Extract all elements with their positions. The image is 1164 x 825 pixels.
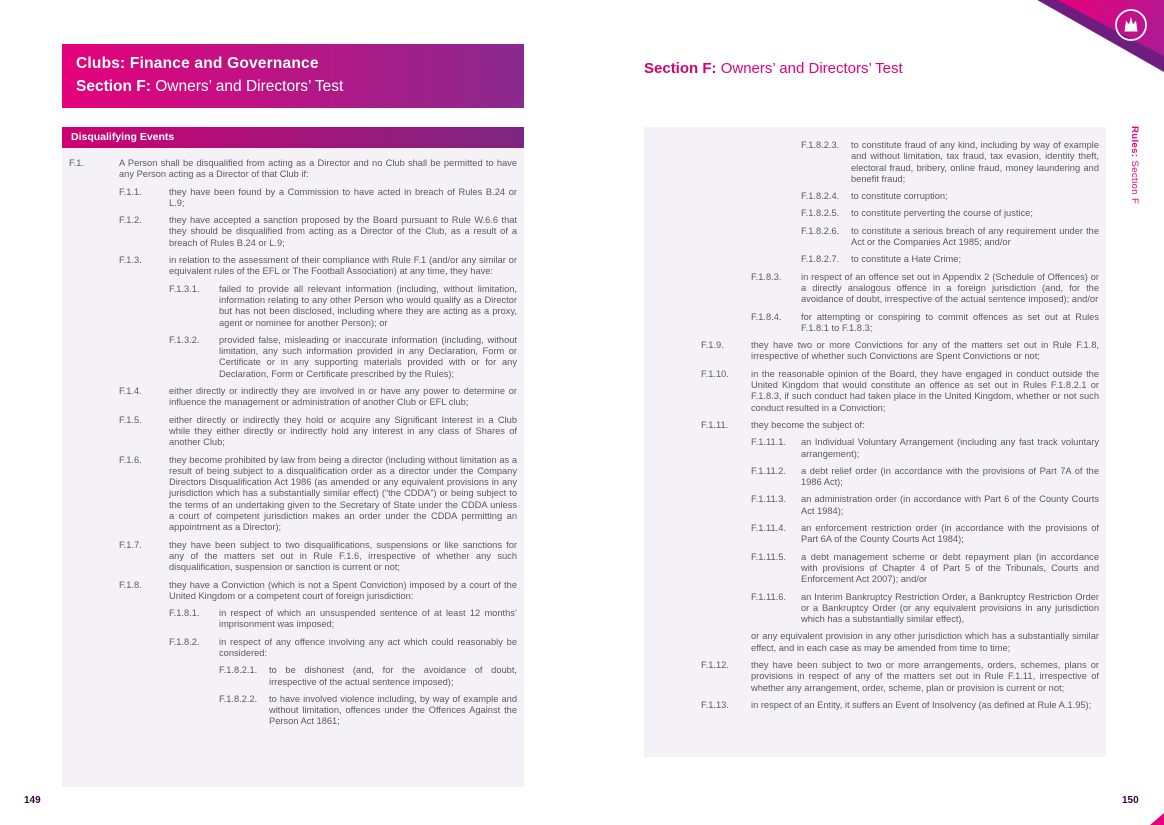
side-tab-label-bold: Rules:	[1129, 126, 1140, 158]
clause-row	[651, 191, 1099, 202]
clause-text: either directly or indirectly they hold or acquire any Significant Interest in a Club while they either directly or indirectly hold any interest in any class of Shares of another Club;	[169, 414, 517, 448]
clause-row	[651, 523, 1099, 546]
clause-row	[651, 592, 1099, 626]
clause-text: for attempting or conspiring to commit offences as set out at Rules F.1.8.1 to F.1.8.3;	[801, 311, 1099, 333]
clause-row	[651, 466, 1099, 489]
clause-text: to constitute perverting the course of justice;	[851, 208, 1033, 219]
premier-league-lion-icon	[1112, 6, 1150, 44]
clause-text: in respect of an Entity, it suffers an Event of Insolvency (as defined at Rule A.1.95);	[751, 699, 1092, 710]
running-header-section-name: Owners’ and Directors’ Test	[720, 60, 903, 77]
clause-number: F.1.3.	[119, 255, 142, 266]
clause-number: F.1.8.2.3.	[801, 140, 840, 150]
clause-number: F.1.8.2.6.	[801, 225, 840, 236]
clause-number: F.1.8.2.	[169, 636, 200, 647]
clause-text: in relation to the assessment of their compliance with Rule F.1 (and/or any similar or equivalent rules of the EFL or The Football Association) at any time, they have:	[169, 255, 517, 277]
clause-number: F.1.2.	[119, 215, 142, 226]
clause-row	[69, 580, 517, 603]
clause-text: they become prohibited by law from being a director (including without limitation as a result of being subject to a disqualification order as a director under the Company Directors Disqualification Act 1986 (as amended or any equivalent provisions in any jurisdiction which has a substantially similar effect) (“the CDDA”) or being subject to the terms of an undertaking given to the Secretary of State under the CDDA unless a court of competent jurisdiction makes an order under the CDDA permitting an appointment as a Director);	[169, 454, 517, 533]
clause-text: an Interim Bankruptcy Restriction Order, a Bankruptcy Restriction Order or a Bankruptcy Order (or any equivalent provisions in any jurisdiction which has a substantially similar effect),	[801, 591, 1099, 625]
clause-number: F.1.8.1.	[169, 608, 200, 619]
page-number-right: 150	[1122, 795, 1139, 806]
clause-number: F.1.8.2.5.	[801, 208, 840, 219]
clause-row	[651, 494, 1099, 517]
clause-number: F.1.11.4.	[751, 523, 786, 534]
clause-text: an Individual Voluntary Arrangement (including any fast track voluntary arrangement);	[801, 437, 1099, 459]
clause-number: F.1.5.	[119, 414, 142, 425]
rules-column-right	[644, 127, 1106, 757]
clause-text: to constitute a Hate Crime;	[851, 254, 962, 265]
clause-row	[69, 665, 517, 688]
clause-number: F.1.8.2.2.	[219, 693, 258, 704]
clause-row	[69, 415, 517, 449]
clause-text: a debt management scheme or debt repayment plan (in accordance with provisions of Chapter 4 of Part 5 of the Tribunals, Courts and Enforcement Act 2007); and/or	[801, 551, 1099, 585]
running-header	[644, 60, 903, 77]
clause-row	[651, 437, 1099, 460]
clause-text: A Person shall be disqualified from acting as a Director and no Club shall be permitted to have any Person acting as a Director of that Club if:	[119, 158, 517, 180]
clause-row	[651, 226, 1099, 249]
clause-number: F.1.9.	[701, 340, 724, 351]
running-header-section-label: Section F:	[644, 60, 717, 77]
clause-number: F.1.3.2.	[169, 334, 200, 345]
clause-number: F.1.6.	[119, 454, 142, 465]
clause-number: F.1.10.	[701, 368, 729, 379]
bottom-corner-accent	[1150, 813, 1164, 825]
clause-row	[651, 420, 1099, 431]
clause-number: F.1.8.2.1.	[219, 665, 258, 676]
clause-row	[651, 700, 1099, 711]
clause-row	[69, 335, 517, 380]
clause-text: in respect of an offence set out in Appendix 2 (Schedule of Offences) or a directly analogous offence in a foreign jurisdiction (and, for the avoidance of doubt, irrespective of the actual sentence imposed); and/or	[801, 271, 1099, 305]
clause-number: F.1.13.	[701, 699, 729, 710]
clause-number: F.1.11.	[701, 419, 729, 430]
clause-text: a debt relief order (in accordance with the provisions of Part 7A of the 1986 Act);	[801, 465, 1099, 488]
clause-number: F.1.1.	[119, 186, 142, 197]
clause-row	[651, 208, 1099, 219]
clause-row	[651, 340, 1099, 363]
clause-text: in respect of which an unsuspended sentence of at least 12 months’ imprisonment was imposed;	[219, 608, 517, 630]
clause-number: F.1.12.	[701, 659, 729, 670]
clause-row	[651, 660, 1099, 694]
clause-text: to constitute corruption;	[851, 191, 948, 202]
clause-number: F.1.	[69, 158, 84, 168]
clause-text: they have accepted a sanction proposed by the Board pursuant to Rule W.6.6 that they should be disqualified from acting as a Director of the Club, as a result of a breach of Rules B.24 or L.9;	[169, 215, 517, 248]
clause-number: F.1.8.	[119, 579, 142, 590]
clause-number: F.1.11.2.	[751, 465, 786, 476]
clause-number: F.1.3.1.	[169, 283, 200, 294]
clause-row	[69, 608, 517, 631]
clause-text: they have a Conviction (which is not a Spent Conviction) imposed by a court of the United Kingdom or a competent court of foreign jurisdiction:	[169, 579, 517, 601]
clause-row	[651, 254, 1099, 265]
clause-row	[69, 637, 517, 660]
clause-row	[651, 272, 1099, 306]
clause-row	[69, 386, 517, 409]
clause-row	[69, 694, 517, 728]
clause-text: to be dishonest (and, for the avoidance of doubt, irrespective of the actual sentence imposed);	[269, 665, 517, 687]
chapter-banner	[62, 44, 524, 108]
clause-number: F.1.7.	[119, 539, 142, 550]
clause-text: provided false, misleading or inaccurate information (including, without limitation, any such information provided in any Declaration, Form or Certificate or in any supporting materials provided with or for any Declaration, Form or Certificate prescribed by the Rules);	[219, 334, 517, 379]
side-tab-rules-section	[1129, 126, 1140, 204]
clause-text: either directly or indirectly they are involved in or have any power to determine or influence the management or administration of another Club or EFL club;	[169, 386, 517, 408]
section-title	[76, 78, 510, 96]
clause-text: to constitute a serious breach of any requirement under the Act or the Companies Act 1985; and/or	[851, 225, 1099, 248]
clause-row	[651, 140, 1099, 185]
clause-text: they become the subject of:	[751, 419, 865, 430]
clause-text: they have been subject to two disqualifications, suspensions or like sanctions for any of the matters set out in Rule F.1.6, irrespective of whether any such disqualification, suspension or sanction is current or not;	[169, 539, 517, 573]
clause-text: to have involved violence including, by way of example and without limitation, offences under the Offences Against the Person Act 1861;	[269, 693, 517, 727]
clause-text: they have been subject to two or more arrangements, orders, schemes, plans or provisions in respect of any of the matters set out in Rule F.1.11, irrespective of whether any arrangement, order, scheme, plan or provision is current or not;	[751, 659, 1099, 693]
clause-row	[69, 284, 517, 329]
chapter-title: Clubs: Finance and Governance	[76, 55, 319, 72]
clause-row	[69, 540, 517, 574]
clause-row	[651, 552, 1099, 586]
clause-text: an enforcement restriction order (in accordance with the provisions of Part 6A of the County Courts Act 1984);	[801, 523, 1099, 545]
clause-row	[69, 187, 517, 210]
clause-text: to constitute fraud of any kind, including by way of example and without limitation, tax fraud, tax evasion, identity theft, electoral fraud, bribery, online fraud, money laundering and benefit fraud;	[851, 140, 1099, 184]
clause-number: F.1.11.3.	[751, 494, 786, 505]
clause-row	[651, 312, 1099, 335]
subsection-header: Disqualifying Events	[62, 127, 524, 148]
clause-row	[69, 455, 517, 534]
clause-number: F.1.11.5.	[751, 551, 786, 562]
clause-row	[651, 631, 1099, 654]
section-name: Owners’ and Directors’ Test	[155, 78, 344, 95]
clause-text: or any equivalent provision in any other jurisdiction which has a substantially similar effect, and in each case as may be amended from time to time;	[751, 631, 1099, 653]
clause-row	[69, 215, 517, 249]
clause-number: F.1.8.3.	[751, 271, 782, 282]
clause-text: an administration order (in accordance with Part 6 of the County Courts Act 1984);	[801, 494, 1099, 516]
clause-text: in respect of any offence involving any act which could reasonably be considered:	[219, 636, 517, 658]
clause-number: F.1.8.2.4.	[801, 191, 840, 202]
clause-text: they have been found by a Commission to have acted in breach of Rules B.24 or L.9;	[169, 186, 517, 208]
clause-number: F.1.11.1.	[751, 437, 786, 448]
rules-column-left	[62, 148, 524, 787]
clause-number: F.1.8.4.	[751, 311, 782, 322]
clause-number: F.1.8.2.7.	[801, 254, 840, 265]
clause-row	[69, 158, 517, 181]
clause-number: F.1.11.6.	[751, 591, 786, 602]
clause-text: in the reasonable opinion of the Board, they have engaged in conduct outside the United Kingdom that would constitute an offence as set out in Rules F.1.8.2.1 or F.1.8.3, if such conduct had taken place in the United Kingdom, whether or not such conduct resulted in a Conviction;	[751, 368, 1099, 413]
side-tab-label-rest: Section F	[1129, 157, 1140, 205]
clause-number: F.1.4.	[119, 386, 142, 397]
page-number-left: 149	[24, 795, 41, 806]
section-label: Section F:	[76, 78, 151, 95]
clause-text: failed to provide all relevant information (including, without limitation, information relating to any other Person who would qualify as a Director but has not been disclosed, including where they are acting as a proxy, agent or nominee for another Person); or	[219, 283, 517, 328]
clause-text: they have two or more Convictions for any of the matters set out in Rule F.1.8, irrespective of whether such Convictions are Spent Convictions or not;	[751, 340, 1099, 362]
clause-row	[69, 255, 517, 278]
clause-row	[651, 369, 1099, 414]
